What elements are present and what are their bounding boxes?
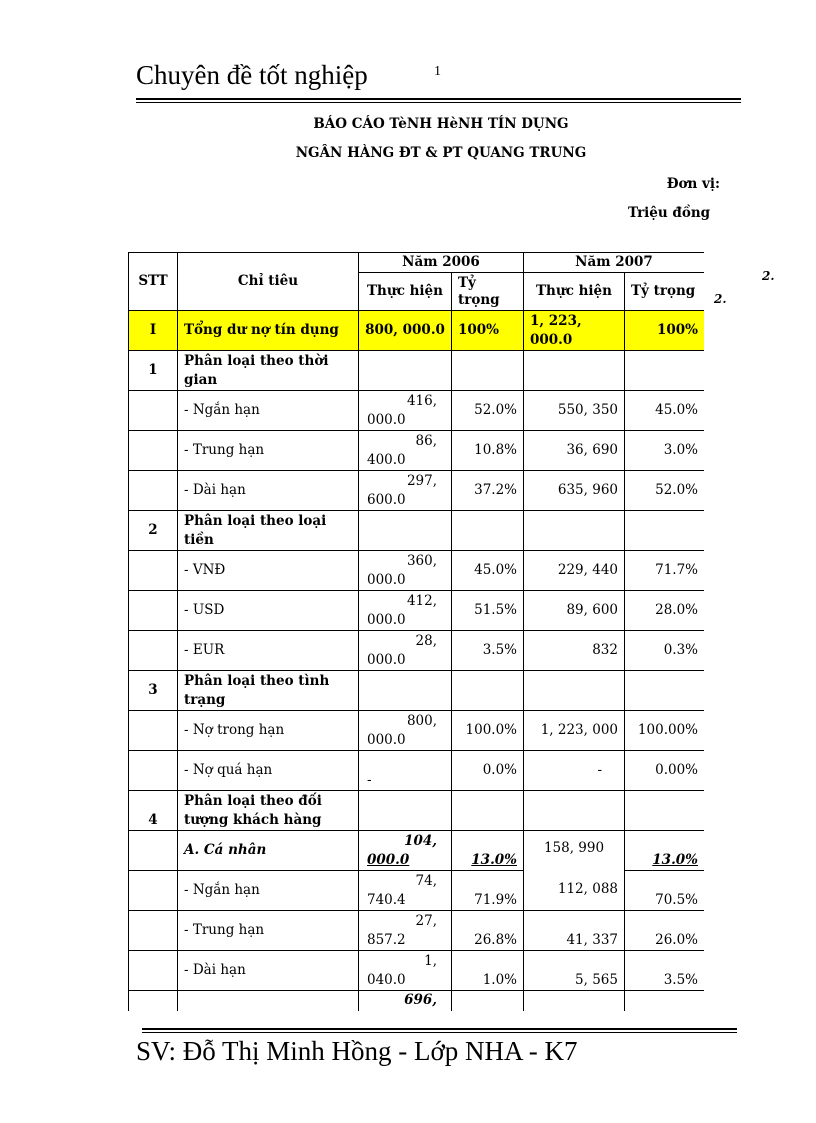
row-share-2007: 13.0% — [625, 831, 705, 871]
table-row — [129, 431, 705, 471]
row-value-2006: 86, 400.0 — [359, 431, 452, 471]
row-value-2006: 412, 000.0 — [359, 591, 452, 631]
table-row-partial — [129, 991, 705, 1012]
table-row-group — [129, 791, 705, 831]
row-value-2007: 1, 223, 000 — [524, 711, 625, 751]
row-value-2006: 28, 000.0 — [359, 631, 452, 671]
row-label: - Trung hạn — [178, 431, 359, 471]
header-year-2007: Năm 2007 — [524, 253, 705, 273]
row-share-2006: 10.8% — [452, 431, 524, 471]
row-value-2006: 74, 740.4 — [359, 871, 452, 911]
table-row-personal — [129, 831, 705, 871]
row-value-2007: 635, 960 — [524, 471, 625, 511]
row-label: - Trung hạn — [178, 911, 359, 951]
row-label: Phân loại theo tình trạng — [178, 671, 359, 711]
row-value-2007: 158, 990 112, 088 — [524, 831, 625, 911]
side-note: 2. — [762, 269, 775, 283]
row-label: Phân loại theo đối tượng khách hàng — [178, 791, 359, 831]
row-value-2007: 36, 690 — [524, 431, 625, 471]
row-value-2006: 696, — [359, 991, 452, 1012]
row-value-2007: 41, 337 — [524, 911, 625, 951]
row-label: - USD — [178, 591, 359, 631]
row-value-2006: 1, 040.0 — [359, 951, 452, 991]
table-row-group — [129, 511, 705, 551]
row-share-2006: 100% — [452, 311, 524, 351]
table-row — [129, 591, 705, 631]
row-stt: 2 — [129, 511, 178, 551]
row-share-2007: 71.7% — [625, 551, 705, 591]
credit-report-table — [128, 252, 704, 1011]
row-label: - VNĐ — [178, 551, 359, 591]
table-row — [129, 751, 705, 791]
unit-value: Triệu đồng — [628, 205, 711, 221]
row-share-2007: 100.00% — [625, 711, 705, 751]
row-label: - Ngắn hạn — [178, 871, 359, 911]
row-share-2007: 70.5% — [625, 871, 705, 911]
row-share-2007: 3.5% — [625, 951, 705, 991]
table-row-total — [129, 311, 705, 351]
table-row — [129, 711, 705, 751]
table-row — [129, 551, 705, 591]
row-value-2006: 800, 000.0 — [359, 311, 452, 351]
header-share-2007: Tỷ trọng — [625, 273, 705, 311]
page-number: 1 — [434, 64, 441, 79]
row-share-2006: 1.0% — [452, 951, 524, 991]
row-value-2007: 832 — [524, 631, 625, 671]
row-share-2006: 100.0% — [452, 711, 524, 751]
row-label: Phân loại theo loại tiền — [178, 511, 359, 551]
row-stt: 1 — [129, 351, 178, 391]
row-share-2006: 3.5% — [452, 631, 524, 671]
row-value-2006: 27, 857.2 — [359, 911, 452, 951]
header-rule-thin — [136, 102, 741, 103]
row-share-2006: 51.5% — [452, 591, 524, 631]
document-header-title: Chuyên đề tốt nghiệp — [136, 60, 368, 90]
table-row — [129, 471, 705, 511]
row-stt: I — [129, 311, 178, 351]
table-row-group — [129, 351, 705, 391]
row-label: - EUR — [178, 631, 359, 671]
row-stt: 4 — [129, 791, 178, 831]
header-actual-2007: Thực hiện — [524, 273, 625, 311]
report-subtitle: NGÂN HÀNG ĐT & PT QUANG TRUNG — [295, 145, 587, 161]
row-share-2006: 71.9% — [452, 871, 524, 911]
row-value-2007: 89, 600 — [524, 591, 625, 631]
row-value-2006: 360, 000.0 — [359, 551, 452, 591]
row-share-2006: 26.8% — [452, 911, 524, 951]
row-label: - Nợ trong hạn — [178, 711, 359, 751]
table-row — [129, 951, 705, 991]
row-share-2006: 0.0% — [452, 751, 524, 791]
table-row-group — [129, 671, 705, 711]
unit-label: Đơn vị: — [666, 176, 720, 192]
table-header-row — [129, 253, 705, 273]
row-label: - Dài hạn — [178, 951, 359, 991]
row-share-2007: 28.0% — [625, 591, 705, 631]
row-value-2007: 1, 223, 000.0 — [524, 311, 625, 351]
row-value-2006: - — [359, 751, 452, 791]
row-label: A. Cá nhân — [178, 831, 359, 871]
document-footer: SV: Đỗ Thị Minh Hồng - Lớp NHA - K7 — [136, 1036, 578, 1066]
header-rule — [136, 98, 741, 100]
row-share-2007: 0.00% — [625, 751, 705, 791]
row-value-2007: 229, 440 — [524, 551, 625, 591]
footer-rule-thin — [142, 1032, 737, 1033]
row-value-2007: 550, 350 — [524, 391, 625, 431]
row-value-2006: 416, 000.0 — [359, 391, 452, 431]
row-share-2006: 13.0% — [452, 831, 524, 871]
table-row — [129, 391, 705, 431]
footer-rule — [142, 1028, 737, 1030]
header-stt: STT — [129, 253, 178, 311]
row-label: - Nợ quá hạn — [178, 751, 359, 791]
row-share-2006: 52.0% — [452, 391, 524, 431]
header-share-2006: Tỷ trọng — [452, 273, 524, 311]
row-share-2007: 26.0% — [625, 911, 705, 951]
row-label: - Ngắn hạn — [178, 391, 359, 431]
table-row — [129, 631, 705, 671]
row-value-2007: - — [524, 751, 625, 791]
row-share-2006: 45.0% — [452, 551, 524, 591]
row-value-2007: 5, 565 — [524, 951, 625, 991]
row-share-2007: 3.0% — [625, 431, 705, 471]
row-stt: 3 — [129, 671, 178, 711]
row-share-2007: 52.0% — [625, 471, 705, 511]
row-label: Tổng dư nợ tín dụng — [178, 311, 359, 351]
side-note: 2. — [714, 292, 727, 306]
row-value-2006: 297, 600.0 — [359, 471, 452, 511]
row-share-2007: 45.0% — [625, 391, 705, 431]
header-actual-2006: Thực hiện — [359, 273, 452, 311]
table-row — [129, 911, 705, 951]
header-indicator: Chỉ tiêu — [178, 253, 359, 311]
row-share-2007: 0.3% — [625, 631, 705, 671]
row-value-2006: 104, 000.0 — [359, 831, 452, 871]
row-label: Phân loại theo thời gian — [178, 351, 359, 391]
row-label: - Dài hạn — [178, 471, 359, 511]
row-share-2006: 37.2% — [452, 471, 524, 511]
row-value-2006: 800, 000.0 — [359, 711, 452, 751]
row-share-2007: 100% — [625, 311, 705, 351]
report-title: BÁO CÁO TèNH HèNH TÍN DỤNG — [313, 116, 569, 132]
header-year-2006: Năm 2006 — [359, 253, 524, 273]
